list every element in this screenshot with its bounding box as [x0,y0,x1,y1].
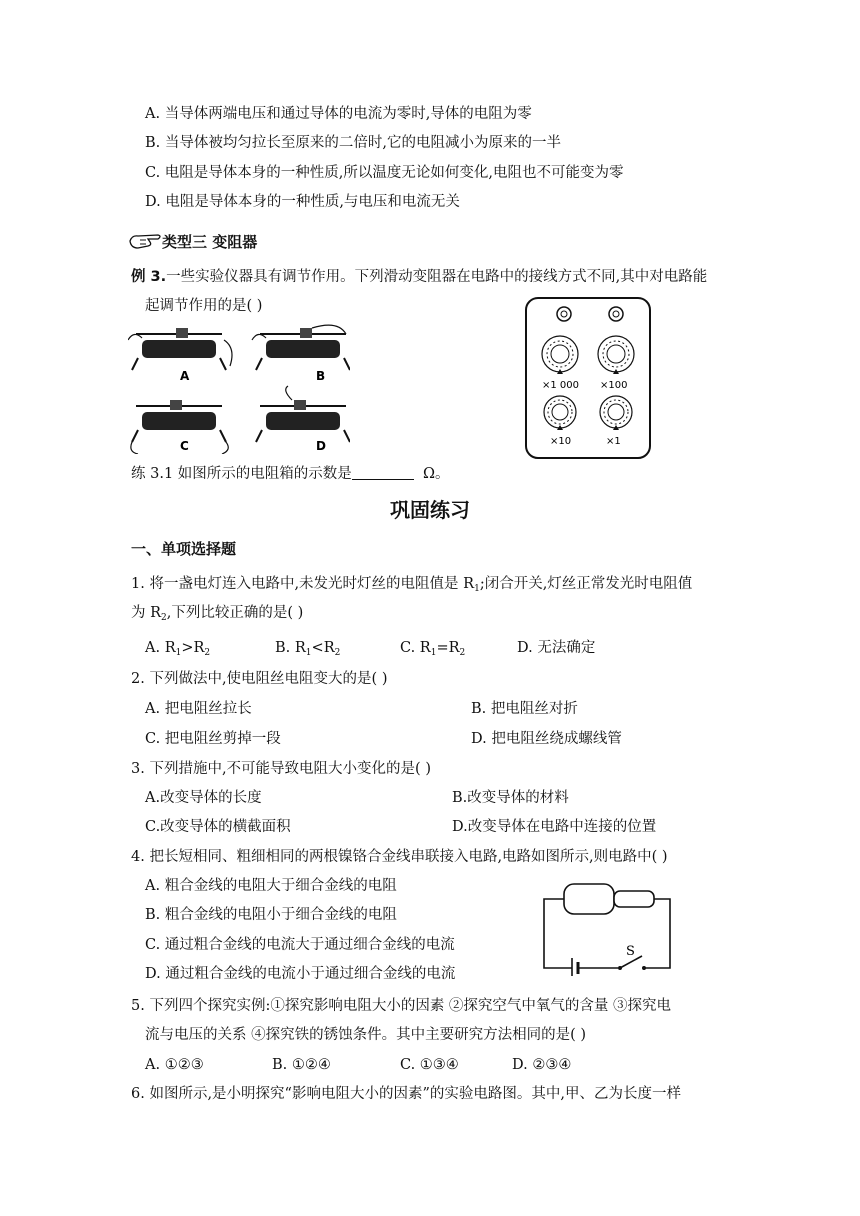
switch-label: S [626,944,635,959]
dial-label-10: ×10 [550,436,572,447]
battery-icon [572,958,578,976]
q4-option-c: C. 通过粗合金线的电流大于通过细合金线的电流 [145,937,455,953]
q5-option-a: A. ①②③ [145,1057,204,1073]
part-heading: 一、单项选择题 [131,540,237,558]
option-d: D. 电阻是导体本身的一种性质,与电压和电流无关 [145,194,460,210]
q6-line1: 6. 如图所示,是小明探究“影响电阻大小的因素”的实验电路图。其中,甲、乙为长度一样 [131,1086,681,1102]
dial-label-1: ×1 [606,436,621,447]
option-a: A. 当导体两端电压和通过导体的电流为零时,导体的电阻为零 [145,106,532,122]
q1-option-c: C. $R_1=R_2$ [400,640,466,658]
pointing-hand-icon [128,229,164,253]
rheostat-label-a: A [180,369,190,383]
q3-option-b: B.改变导体的材料 [452,790,569,806]
q3-option-d: D.改变导体在电路中连接的位置 [452,819,657,835]
example-3-line1 [131,267,707,287]
rheostat-figure [128,320,350,454]
q2-option-d: D. 把电阻丝绕成螺线管 [471,731,622,747]
rheostat-label-d: D [316,439,326,453]
q3-stem: 3. 下列措施中,不可能导致电阻大小变化的是( ) [131,761,431,777]
practice-prefix: 练 3.1 如图所示的电阻箱的示数是 [131,466,352,482]
q2-option-b: B. 把电阻丝对折 [471,701,578,717]
q1-line2: 为 $R_2$,下列比较正确的是( ) [131,605,304,623]
example-label: 例 3. [131,269,167,285]
section-heading: 类型三 变阻器 [162,233,258,251]
thick-wire [564,884,614,914]
practice-unit: Ω。 [423,466,450,482]
example-text: 一些实验仪器具有调节作用。下列滑动变阻器在电路中的接线方式不同,其中对电路能 [166,269,708,285]
q5-option-d: D. ②③④ [512,1057,572,1073]
q2-option-a: A. 把电阻丝拉长 [145,701,252,717]
q1-line1: 1. 将一盏电灯连入电路中,未发光时灯丝的电阻值是 $R_1$;闭合开关,灯丝正常发光时电阻值 [131,576,693,594]
page-title: 巩固练习 [390,498,470,522]
q4-option-a: A. 粗合金线的电阻大于细合金线的电阻 [145,878,397,894]
q5-line1: 5. 下列四个探究实例:①探究影响电阻大小的因素 ②探究空气中氧气的含量 ③探究电 [131,998,672,1014]
dial-label-1000: ×1 000 [542,380,580,391]
q1-option-d: D. 无法确定 [517,640,596,656]
rheostat-b [252,325,350,370]
rheostat-label-b: B [316,369,326,383]
q5-line2: 流与电压的关系 ④探究铁的锈蚀条件。其中主要研究方法相同的是( ) [145,1027,587,1043]
q4-option-b: B. 粗合金线的电阻小于细合金线的电阻 [145,907,397,923]
q5-option-c: C. ①③④ [400,1057,459,1073]
q5-option-b: B. ①②④ [272,1057,331,1073]
q2-stem: 2. 下列做法中,使电阻丝电阻变大的是( ) [131,671,388,687]
q1-option-a: A. $R_1>R_2$ [145,640,211,658]
option-b: B. 当导体被均匀拉长至原来的二倍时,它的电阻减小为原来的一半 [145,135,561,151]
answer-blank[interactable] [352,465,414,480]
example-3-line2: 起调节作用的是( ) [145,298,263,314]
rheostat-d [256,386,350,442]
dial-label-100: ×100 [600,380,628,391]
q2-option-c: C. 把电阻丝剪掉一段 [145,731,281,747]
practice-3-1 [131,464,450,484]
option-c: C. 电阻是导体本身的一种性质,所以温度无论如何变化,电阻也不可能变为零 [145,165,624,181]
q3-option-a: A.改变导体的长度 [145,790,262,806]
q3-option-c: C.改变导体的横截面积 [145,819,291,835]
rheostat-a [128,328,232,370]
rheostat-label-c: C [180,439,189,453]
q4-stem: 4. 把长短相同、粗细相同的两根镍铬合金线串联接入电路,电路如图所示,则电路中( ) [131,849,668,865]
resistance-box-figure [512,292,662,464]
q4-option-d: D. 通过粗合金线的电流小于通过细合金线的电流 [145,966,456,982]
q4-circuit-figure [536,876,686,976]
thin-wire [614,891,654,907]
q1-option-b: B. $R_1<R_2$ [275,640,341,658]
